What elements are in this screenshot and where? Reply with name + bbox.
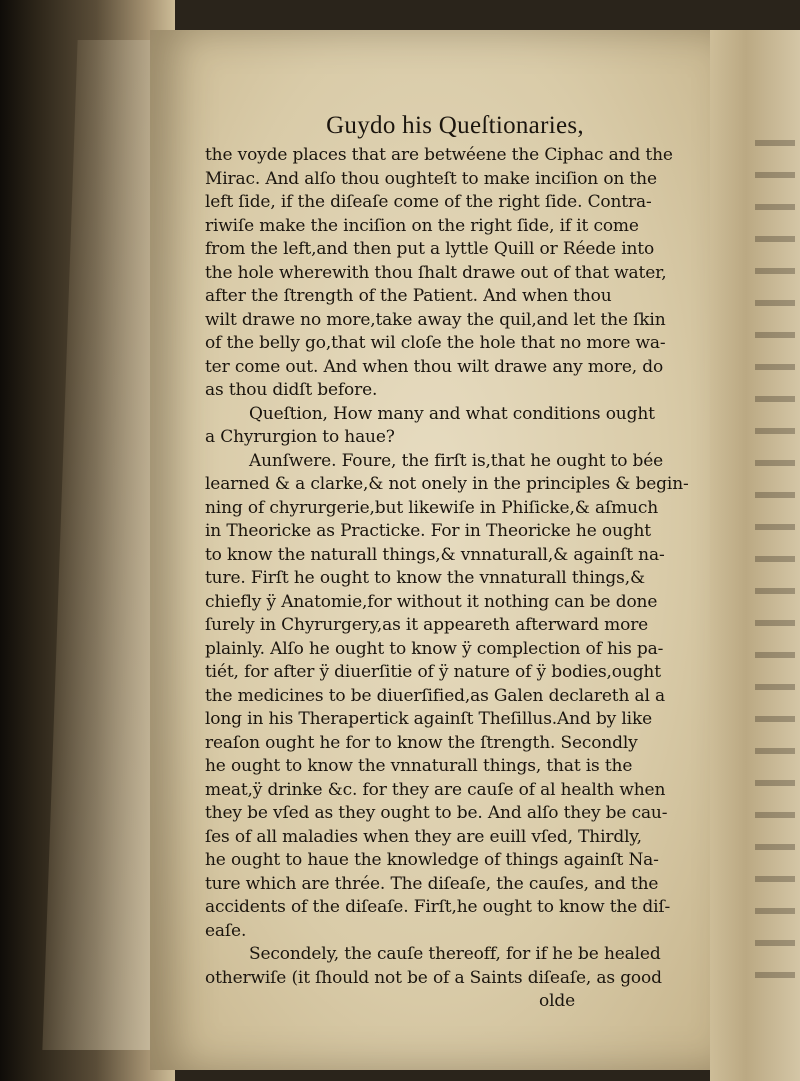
text-line: tiét, for after ÿ diuerſitie of ÿ nature of ÿ bodies,ought: [205, 662, 661, 682]
text-line: otherwiſe (it ſhould not be of a Saints diſeaſe, as good: [205, 967, 662, 988]
text-line: ning of chyrurgerie,but likewiſe in Phiſicke,& aſmuch: [205, 497, 659, 518]
text-line: plainly. Alſo he ought to know ÿ complection of his pa-: [205, 638, 664, 659]
text-line: after the ſtrength of the Patient. And when thou: [205, 286, 612, 306]
text-line: ter come out. And when thou wilt drawe any more, do: [205, 356, 664, 377]
text-line: they be vſed as they ought to be. And alſo they be cau-: [205, 803, 668, 823]
text-line: he ought to know the vnnaturall things, that is the: [205, 756, 633, 776]
text-line: from the left,and then put a lyttle Quill or Réede into: [205, 239, 655, 259]
text-line: the voyde places that are betwéene the Ciphac and the: [205, 145, 673, 165]
text-line: to know the naturall things,& vnnaturall,& againſt na-: [205, 544, 665, 565]
catchword: olde: [538, 991, 575, 1011]
text-line: Secondely, the cauſe thereoff, for if he be healed: [249, 944, 661, 964]
text-line: in Theoricke as Practicke. For in Theoricke he ought: [205, 521, 651, 541]
text-line: as thou didſt before.: [205, 380, 378, 400]
text-line: wilt drawe no more,take away the quil,and let the ſkin: [205, 309, 666, 330]
text-line: reaſon ought he for to know the ſtrength. Secondly: [205, 732, 638, 753]
text-line: chiefly ÿ Anatomie,for without it nothing can be done: [205, 591, 658, 612]
show-through-text: [755, 140, 795, 980]
text-line: left ſide, if the diſeaſe come of the right ſide. Contra-: [205, 192, 652, 212]
text-line: ture which are thrée. The diſeaſe, the cauſes, and the: [205, 873, 659, 894]
page-text: [205, 112, 705, 1014]
text-line: learned & a clarke,& not onely in the principles & begin-: [205, 474, 689, 494]
text-line: ſes of all maladies when they are euill vſed, Thirdly,: [205, 826, 642, 847]
question-line: Queſtion, How many and what conditions ought: [249, 403, 655, 424]
text-line: the medicines to be diuerſified,as Galen declareth al a: [205, 685, 666, 706]
text-line: accidents of the diſeaſe. Firſt,he ought to know the diſ-: [205, 897, 671, 917]
answer-line: Aunſwere. Foure, the firſt is,that he ought to bée: [249, 450, 664, 471]
text-line: meat,ÿ drinke &c. for they are cauſe of al health when: [205, 779, 666, 800]
text-line: eaſe.: [205, 920, 247, 941]
text-line: Mirac. And alſo thou oughteſt to make inciſion on the: [205, 168, 657, 189]
text-line: of the belly go,that wil cloſe the hole that no more wa-: [205, 333, 666, 353]
running-head: Guydo his Queſtionaries,: [326, 112, 584, 139]
text-line: the hole wherewith thou ſhalt drawe out of that water,: [205, 262, 667, 283]
text-line: ſurely in Chyrurgery,as it appeareth afterward more: [205, 615, 649, 635]
text-line: riwiſe make the inciſion on the right ſide, if it come: [205, 215, 639, 236]
question-line: a Chyrurgion to haue?: [205, 427, 395, 447]
text-line: ture. Firſt he ought to know the vnnaturall things,&: [205, 568, 645, 588]
text-line: long in his Therapertick againſt Theſillus.And by like: [205, 709, 653, 729]
text-line: he ought to haue the knowledge of things againſt Na-: [205, 850, 659, 870]
